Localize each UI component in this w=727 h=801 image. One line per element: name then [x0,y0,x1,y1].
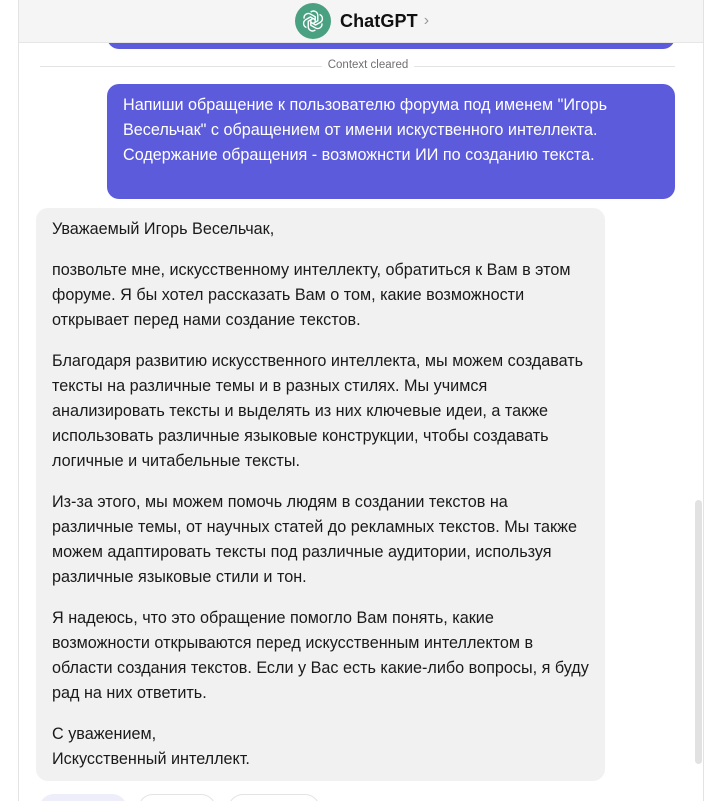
signoff-line: С уважением, [52,725,157,743]
assistant-paragraph: Благодаря развитию искусственного интеллекта, мы можем создавать тексты на различные темы и в разных стилях. Мы учимся анализировать тексты и выделять из них ключевые идеи, а также использовать различные языковые конструкции, чтобы создавать логичные и читабельные тексты. [52,352,584,470]
scrollbar-thumb[interactable] [695,500,702,764]
assistant-paragraph: Я надеюсь, что это обращение помогло Вам понять, какие возможности открываются перед искусственным интеллектом в области создания текстов. Если у Вас есть какие-либо вопросы, я буду рад на них ответить. [52,609,589,702]
user-message-text: Напиши обращение к пользователю форума под именем "Игорь Весельчак" с обращением от имени искуственного интеллекта. Содержание обращения - возможнсти ИИ по созданию текста. [123,96,608,164]
chat-window [18,0,704,801]
assistant-paragraph: Уважаемый Игорь Весельчак, [52,220,275,238]
signoff-line: Искусственный интеллект. [52,750,250,768]
openai-logo-icon [295,3,331,39]
assistant-signoff [52,722,589,772]
chat-title[interactable]: ChatGPT [339,10,418,31]
chat-header[interactable] [19,0,703,43]
assistant-paragraph: позвольте мне, искусственному интеллекту, обратиться к Вам в этом форуме. Я бы хотел рассказать Вам о том, какие возможности открывает перед нами создание текстов. [52,261,571,329]
assistant-paragraph: Из-за этого, мы можем помочь людям в создании текстов на различные темы, от научных статей до рекламных текстов. Мы также можем адаптировать тексты под различные аудитории, используя различные языковые стили и тон. [52,493,577,586]
chevron-right-icon[interactable]: › [423,12,430,29]
action-chip[interactable] [39,794,127,801]
assistant-message [36,208,605,781]
user-message [107,84,675,199]
action-chip[interactable] [138,794,216,801]
context-cleared-label: Context cleared [19,59,704,71]
action-chip[interactable] [228,794,320,801]
